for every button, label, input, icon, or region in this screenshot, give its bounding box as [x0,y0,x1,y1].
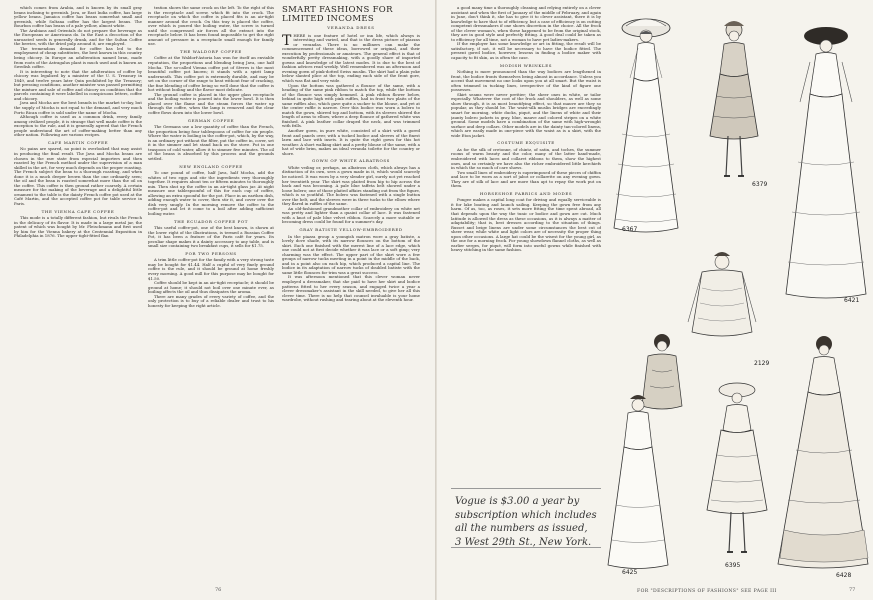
paragraph: Another gown, in pure white, consisted of a skirt with a gored front and panels over, with a tucked bodice and sleeves of the finest lawn and lace with insets. It is quite the right gown for this hot weather. A short walking skirt and a pretty blouse of the same, with a hat of wide brim, makes an ideal veranda toilette for the country or shore. [282,128,420,156]
section-heading-two-persons: FOR TWO PERSONS [185,250,237,256]
paragraph: Java and Mocha are the best brands in the market to-day, but the supply of Mocha is not equal to the demand, and very much Porto Rican coffee is sold under the name of Mocha. [14,100,142,115]
paragraph: tration shows the same crock on the left. To the right of this is the receptacle and screw, which fit into the crock. The receptacle on which the coffee is placed fits is an air-tight manner around the crock. On this tray is placed the coffee, over which is poured the boiling water, the screw is turned until the compressed air forces all the extract into the receptacle below. It has been found impossible to get the right amount of pressure in a receptacle small enough for family use. [148,6,274,47]
paragraph: This mode is a totally different fashion, but rivals the French in the delicacy of its flavor. It is made in a large metal jar, the patent of which was bought by Mr. Fleischmann and first used by him for the Vienna bakery at the Centennial Exposition in Philadelphia in 1876. The upper tight-fitted flan [14,215,142,239]
column-coffee-2 [148,6,274,586]
vogue-subscription-notice [451,488,601,548]
section-heading-waldorf: THE WALDORF COFFEE [180,48,242,54]
section-heading-costume-exquisite: COSTUME EXQUISITE [497,140,555,146]
figure-number-6428: 6428 [836,572,852,579]
section-heading-albatross: GOWN OF WHITE ALBATROSS [311,158,391,164]
fashion-figure-6428 [774,330,872,580]
section-heading-fabrics: HORSESHOE FABRICS AND MODES [479,190,573,196]
figure-number-6395: 6395 [725,562,741,569]
fashion-illustrations [602,0,873,600]
paragraph: If the employer has some knowledge or art in fitting, the result will be satisfactory, if not, it will be necessary to have the bodice fitted. The present gored bodice, however, lessens in finding a bodice maker with capacity to fit skin, as is often the case. [451,41,601,61]
figure-number-6379: 6379 [752,181,768,188]
paragraph: A trim little coffee-pot for the family with a very strong taste may be bought for $1.44. Half a cupful of very finely ground coffee is the rule, and it should be ground at home freshly every morning. A good mill for this purpose may be bought for $1.50. [148,257,274,281]
section-heading-new-england: NEW ENGLAND COFFEE [179,163,243,169]
right-page [437,0,873,600]
lead-paragraph [282,34,420,84]
paragraph: Coffee should be kept in an air-tight receptacle; it should be ground at home; it should not boil over one minute ever, as boiling affects the oil and thus dissipates the aroma. [148,280,274,295]
paragraph: Although coffee is used as a common drink, every family among civilized people, it is strange that well made coffee is the exception to the rule, and it is generally agreed that the French people understand the art of coffee-making better than any other nation. Following are various recipes. [14,114,142,138]
drop-cap: T [282,32,292,49]
paragraph: Upon the bottom was gathered a flounce of the same, with a heading of the same pink ribbon to match the top, while the bottom of the flounce was simply hemmed. A pink ribbon flower below, behind in quite high with pink ruffles, had in front two plaits of the same ruffles also, which gave quite a sucker to the blouse, and yet at the center ruffle is narrow. Over this bodice was worn a bolero to match the gown, shirred top and bottom, with its sleeves shirred the length of arms to elbow, where a deep flounce of gathered white was finished. A pink leather collar draped the neck, and was trimmed with frills. [282,82,420,129]
paragraph: No pains are spared, no point is overlooked that may assist in producing the final result. The Java and Mocha beans are chosen in the raw state from especial importers and then roasted by the French method under the supervision of a man skilled in the art, for very much depends on the proper roasting. The French subject the bean to a thorough roasting, and when done it is a much deeper brown than the one ordinarily seen; the oil and the bean is roasted somewhat more than the oil on the coffee. This coffee is then ground rather coarsely. A certain measure for the making of the beverage and a delightful little ornament to the table is the dainty French coffee pot used at the Café Martin, and the accepted coffee pot for table service in Paris. [14,146,142,206]
column-coffee-1 [14,6,142,586]
paragraph: This useful coffee-pot, one of the best known, is shown at the lower right of the illustrations, is termed a Russian Coffee Pot, it has been a feature of the Paris café for years. Its peculiar shape makes it a dainty accessory to any table, and is small size containing two breakfast cups, it sells for $1.75. [148,225,274,249]
figure-number-6367: 6367 [622,226,638,233]
section-heading-gray-batiste: GRAY BATISTE YELLOW-EMBROIDERED [299,226,403,232]
paragraph: It is interesting to note that the adulteration of coffee by chicory was legalized by a minister of the U. S. Treasury in 1849, and twelve years later Quin prohibited by the Treasury; but pressing conditions, another minister was passed permitting the mixture and sale of coffee and chicory on condition that the parcels containing it were labelled in conspicuous letters, coffee and chicory. [14,68,142,101]
paragraph: It was afternoon mentioned that this clever woman never employed a dressmaker, that she paid to have her skirt and bodice patterns fitted to her every season, and engaged twice a year a clever dressmaker's assistant in the skill needed, to give her all this clever time. There is no help that counsel invaluable is your home wardrobe, without rushing and tearing about at the eleventh hour. [282,274,420,303]
paragraph: which comes from Arabia, and is known by its small gray beans inclining to greenish. Java, or East India coffee, has large yellow beans. Jamaica coffee has beans somewhat small and greenish, while Sultana coffee has the largest beans. The Bourbon coffee has beans of a pale yellow, almost white. [14,6,142,29]
article-headline: SMART FASHIONS FOR LIMITED INCOMES [282,6,393,24]
section-heading-ecuador: THE ECUADOR COFFEE POT [173,218,249,224]
figure-number-6425: 6425 [622,569,638,576]
paragraph: An old-fashioned grandmother collar of embroidery on white net was pretty and lighter than a quaint collar of lace. It was fastened with a knot of pale blue velvet ribbon. Scarcely a more suitable or becoming dress could be found for a summer's day. [282,205,420,225]
paragraph: Nothing is more pronounced than the way bodices are lengthened in front, the bodice fronts themselves being almost in accordance. Unless you accent that movement no one looks upon you at all smart. But the waist is often trimmed in tucking lines, irrespective of the kind of figure one possesses. [451,69,601,93]
paragraph: The ground coffee is placed in the upper glass receptacle and the boiling water is poured into the lower bowl. It is then placed over the flame and the steam forces the water up through the coffee, when the lamp is removed and the clear coffee flows down into the lower bowl. [148,91,274,116]
paragraph: The Germans use a low quantity of coffee than the French, the proportion being four tablespoons of coffee for six people. Where the water is boiling in the coffee-pot, which, by the way, is an ordinary pot without the filter, put the coffee in, cover, set it in the simmer and let stand back on the stove. Put in one teaspoon of cold water, allow it to simmer five minutes. The oil of the beans is absorbed by this process and the grounds settled. [148,124,274,161]
section-heading-german: GERMAN COFFEE [187,117,235,123]
page-number-right: 77 [849,587,856,593]
figure-number-6421: 6421 [844,297,860,304]
section-heading-modish-wrinkles: MODISH WRINKLES [499,62,553,68]
paragraph: The tremendous demand for coffee has led to the employment of cheap substitutes, the best known in this country being chicory. In Europe an adulteration named bran, made from roots of the Astragalus plant is much used and is known as Swedish coffee. [14,45,142,70]
figure-number-2129: 2129 [754,360,770,367]
paragraph: White veiling or, perhaps, an albatross cloth, which always has a distinction of its own, sees a gown made in it, which would scarcely be noticed. It was worn by a very slender girl, surely not yet reached her twentieth year. The skirt was plaited from hip to hip across the back and was becoming. A pale blue taffeta belt showed under a loose bolero; one of those plaited affairs standing out from the figure, which is so youthful. The bolero was fastened with a single button over the belt, and the sleeves were in three tucks to the elbow where they flared in ruffles of the same. [282,164,420,207]
paragraph: Pongee makes a capital long coat for driving and equally serviceable is it for lake boating and launch sailing. Keeping the gown free from any harm. Of as, too, as roses, it sets more fitting the time spent abroad, all that depends upon the way the tunic or bodice and gown are cut. Much latitude is allowed the dress as these occasions, as it is always a matter of adaptability; that is, best dresses according to the situation of things. Russet and beige linens are under some circumstances the best cut of sheer wear, while white and light colors are of necessity the proper thing upon other occasions. A large hat could be the wisest for the young girl, as the one for a morning frock. For young showdown flannel cloths, as well as earlier serges, for piqué, will form into useful gowns while finished with heavy stitching in the same fashion. [451,197,601,253]
footer-reference: FOR "DESCRIPTIONS OF FASHIONS" SEE PAGE III [637,589,777,594]
paragraph: The Arabians and Orientals do not prepare the beverage as the Europeans or Americans do. In the East a decoction of the unroasted seeds is generally drunk, and for the Sultan Coffee the berries, with the dried pulp around it, are employed. [14,27,142,47]
lead-text: HERE is one feature of hotel or inn life, which always is interesting and varied, and that is the dress picture of piazzas or verandas. There is no milliners can make the commencement of these ideas, borrowed or original, and their execution by professionals or amateurs. The general effect is that of wonderfully pretty dressmaking, with a goodly share of imported gowns and knowledge of the latest modes. It is due to the best of fashion advices read weekly. Well remembered was an afternoon and evening gown of pink-dotted Swiss muslin. The skirt had a plain yoke below slanted plice at the top, ending each side of the front gore, which was flat and very wide. [282,32,420,84]
fashion-figure-6421 [780,22,872,307]
column-right-text [451,6,601,484]
subscription-text: Vogue is $3.00 a year by subscription which includes all the numbers as issued, 3 West 29th St., New York. [455,496,597,548]
article-subhead: VERANDA DRESS [327,25,375,30]
paragraph: Coffee at the Waldorf-Astoria has won for itself an enviable reputation, the proportions and blending being Java, one half Mocha. The so-called Vienna coffee pot of Sèvres is the most beautiful coffee pot known; it stands with a spirit lamp underneath. This coffee pot is extremely durable, and may be set on the corner of the range to heat without fear of cracking, the fine blending of coffee being so well done that the coffee is hot without boiling and the flavor most delicate. [148,55,274,93]
paragraph: There are many grades of every variety of coffee, and the only protection is to buy of a reliable dealer and trust to his honesty for keeping the right article. [148,293,274,308]
fashion-figure-6379 [694,16,774,191]
paragraph: Two small lines of embroidery is superimposed of these pieces of chiffon and lace to be worn as a sort of jabot or collarette on any evening gown. They are of silk of lace and are more than apt to repay the work put on them. [451,169,601,189]
fashion-figure-6395 [697,380,777,570]
paragraph: As for the silk of cretonne, of chintz, of satin, and toches, the summer rooms of warm beauty and the color, many of the latter hand-made, embroidered with laces and collaret ribbons to them, show the highest ones, and so certainly we have also the richer embroidered little kerchiefs in which the so much of care shows. [451,146,601,171]
section-heading-cafe-martin: CAFE MARTIN COFFEE [47,139,109,145]
fashion-figure-6425 [602,345,672,577]
paragraph: a good many time a thoroughly cleaning and relying entirely on a clever assistant and when the first of January of the middle of February, and again in June, don't think it, she has to give it to clever assistant, there it is by knowledge to have that to of efficiency, but a case of efficiency is on cutting competent dressmakers if one shows discretion in the choice. All the frock of the clever woman's, when these happened to be from the original stock, they are in good style and perfectly fitting. A good deal could be taken as to efficiency for all time, not a woman to have pet ladies-makers. [451,6,601,42]
paragraph: To one pound of coffee, half Java, half Mocha, add the whites of two eggs and stir the ingredients very thoroughly together. It requires about ten or fifteen minutes to thoroughly mix. Then shut up the coffee in an air-tight glass jar. At night measure one tablespoonful of this for each cup of coffee, allowing an extra spoonful for the pot. Place in an earthen dish, adding enough water to cover, then stir it, and cover over the dish very snugly. In the morning remove the coffee to the coffee-pot and let it come to a boil after adding sufficient boiling water. [148,170,274,216]
paragraph: Skirt seams were never prettier; the sheer ones in white, or tailor especially. Whatever the cost of the frock and shoulders, as well as some show through, it is as most beautifying effect, so that mauve are they so popular, as they should be. The waist-silk muslin bridges are exceedingly smart for morning, white ducks, piqué, and the linens of white and their jaunty bolero jackets in gray, blue, mauve and colored stripes on a white ground. Some models have a combination of the same with high-wrought surface and deep collars. Other models are in the dainty tan-colored linens, which are easily made in one-piece with the waist as is a skirt, with the wide Eton jacket. [451,91,601,138]
section-heading-vienna: THE VIENNA CAFE COFFEE [41,208,115,214]
page-number-left: 76 [215,587,222,593]
paragraph: In the piazza group a youngish matron wore a gray batiste, a lovely dove shade, with its narrow flounces on the bottom of the skirt. Each one finished with the merest line of a lace edge, which one could not at first decide whether it was lace or a soft gimp; very charming was the effect. The upper part of the skirt wore a few groups of narrow tucks meeting in a point in the middle of the back, and in a point also on each hip, which produced a capital line. The bodice in its adaptation of narrow tucks of doubled batiste with the same little flounces for trim was a great success. [282,233,420,275]
column-fashions [282,6,420,586]
fashion-figure-6367 [602,14,692,239]
